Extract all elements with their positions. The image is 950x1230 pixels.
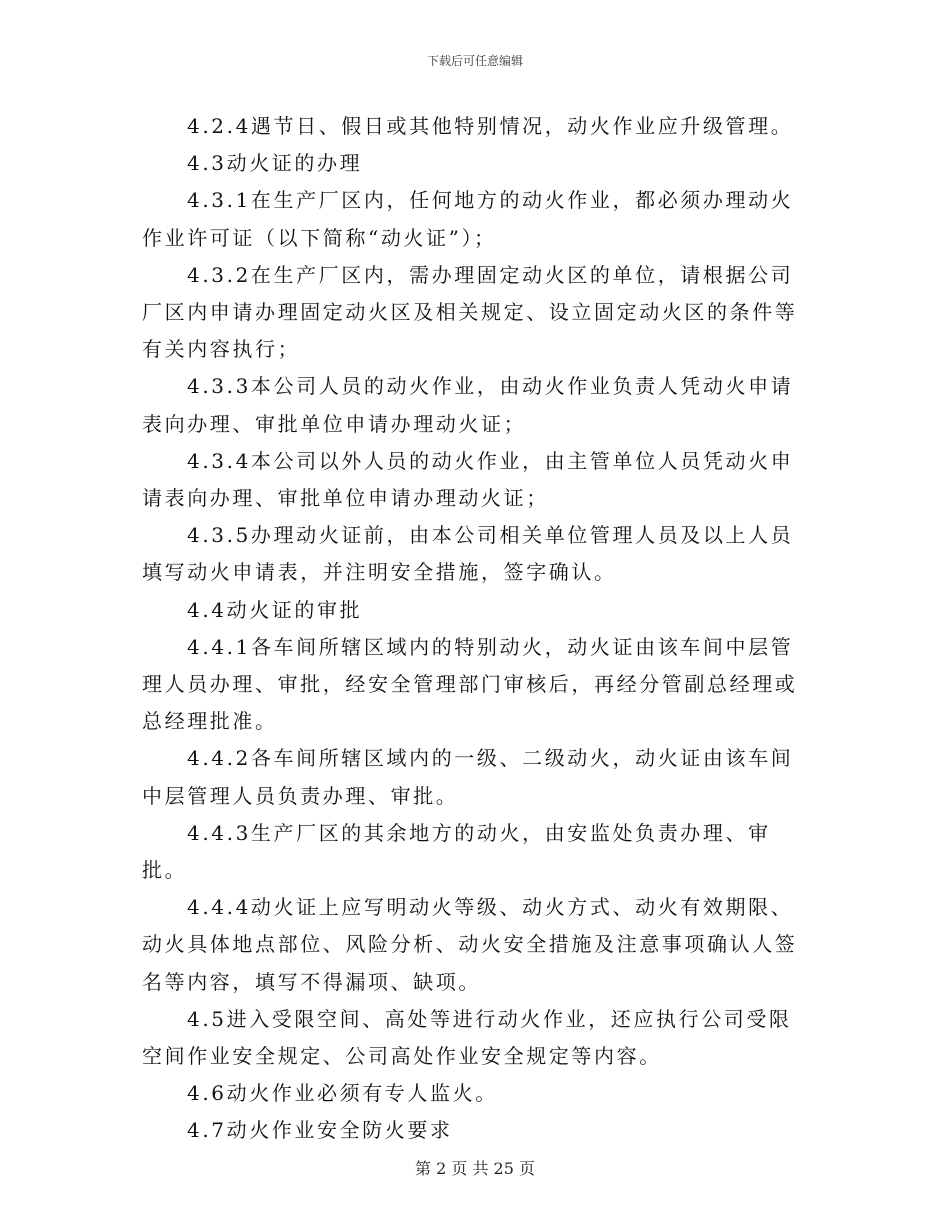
page-footer: 第 2 页 共 25 页: [415, 1159, 535, 1178]
page-header: 下载后可任意编辑: [426, 54, 523, 68]
paragraph-4-4-1: 4.4.1各车间所辖区域内的特别动火，动火证由该车间中层管理人员办理、审批，经安全管理部门审核后，再经分管副总经理或总经理批准。: [142, 634, 798, 734]
paragraph-4-6: 4.6动火作业必须有专人监火。: [187, 1081, 498, 1106]
paragraph-4-4-2: 4.4.2各车间所辖区域内的一级、二级动火，动火证由该车间中层管理人员负责办理、审批。: [142, 746, 794, 808]
paragraph-4-3-1: 4.3.1在生产厂区内，任何地方的动火作业，都必须办理动火作业许可证（以下简称“动火证”）；: [142, 188, 794, 250]
section-heading-4-3: 4.3动火证的办理: [187, 151, 363, 176]
section-heading-4-7: 4.7动火作业安全防火要求: [187, 1118, 453, 1143]
document-body: [142, 108, 814, 1150]
paragraph-4-3-5: 4.3.5办理动火证前，由本公司相关单位管理人员及以上人员填写动火申请表，并注明安全措施，签字确认。: [142, 523, 794, 585]
paragraph-4-5: 4.5进入受限空间、高处等进行动火作业，还应执行公司受限空间作业安全规定、公司高处作业安全规定等内容。: [142, 1006, 792, 1069]
paragraph-4-3-3: 4.3.3本公司人员的动火作业，由动火作业负责人凭动火申请表向办理、审批单位申请办理动火证；: [142, 374, 794, 436]
paragraph-4-3-2: 4.3.2在生产厂区内，需办理固定动火区的单位，请根据公司厂区内申请办理固定动火区及相关规定、设立固定动火区的条件等有关内容执行；: [142, 262, 798, 362]
paragraph-4-4-3: 4.4.3生产厂区的其余地方的动火，由安监处负责办理、审批。: [142, 820, 771, 883]
paragraph-4-2-4: 4.2.4遇节日、假日或其他特别情况，动火作业应升级管理。: [187, 114, 794, 138]
paragraph-4-4-4: 4.4.4动火证上应写明动火等级、动火方式、动火有效期限、动火具体地点部位、风险分析、动火安全措施及注意事项确认人签名等内容，填写不得漏项、缺项。: [142, 895, 798, 994]
section-heading-4-4: 4.4动火证的审批: [187, 597, 363, 622]
paragraph-4-3-4: 4.3.4本公司以外人员的动火作业，由主管单位人员凭动火申请表向办理、审批单位申请办理动火证；: [142, 448, 794, 511]
